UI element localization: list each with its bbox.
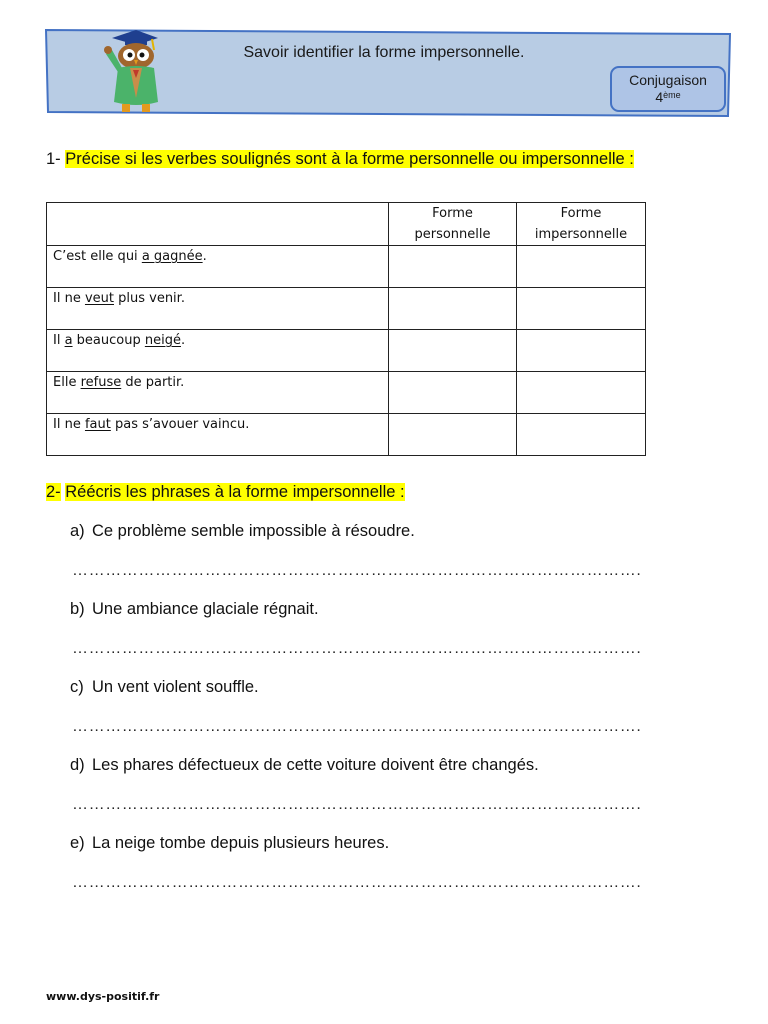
sentence-text: . <box>202 249 207 264</box>
table-header-row <box>47 203 646 246</box>
sentence-text: C’est elle qui <box>53 249 142 264</box>
answer-cell-personnelle[interactable] <box>389 414 517 456</box>
item-sentence: Ce problème semble impossible à résoudre. <box>92 522 415 540</box>
item-label: a) <box>70 522 85 540</box>
item-sentence: Un vent violent souffle. <box>92 678 259 696</box>
item-sentence: La neige tombe depuis plusieurs heures. <box>92 834 390 852</box>
table-row <box>47 372 646 414</box>
item-label: c) <box>70 678 84 696</box>
subject-badge <box>610 66 726 112</box>
underlined-verb: faut <box>84 417 111 432</box>
exercise1-number: 1- <box>46 150 61 168</box>
owl-mascot-icon <box>92 28 166 116</box>
table-row <box>47 330 646 372</box>
table-header-impersonnelle-line2: impersonnelle <box>534 227 628 242</box>
table-header-personnelle-line1: Forme <box>432 206 473 221</box>
table-header-personnelle-line2: personnelle <box>414 227 491 242</box>
item-label: b) <box>70 600 85 618</box>
exercise2-instruction: Réécris les phrases à la forme impersonnelle : <box>65 483 405 501</box>
exercise1-heading <box>46 150 634 169</box>
sentence-cell <box>47 288 389 330</box>
sentence-cell <box>47 246 389 288</box>
exercise1-table <box>46 202 646 456</box>
answer-cell-impersonnelle[interactable] <box>517 372 646 414</box>
answer-cell-impersonnelle[interactable] <box>517 288 646 330</box>
answer-cell-impersonnelle[interactable] <box>517 414 646 456</box>
sentence-text: Il ne <box>53 417 85 432</box>
sentence-cell <box>47 372 389 414</box>
sentence-text: Elle <box>53 375 81 390</box>
item-sentence: Une ambiance glaciale régnait. <box>92 600 319 618</box>
table-header-empty <box>47 203 389 246</box>
sentence-text: de partir. <box>121 375 185 390</box>
item-label: d) <box>70 756 85 774</box>
table-row <box>47 288 646 330</box>
table-header-impersonnelle-line1: Forme <box>560 206 602 221</box>
sentence-text: beaucoup <box>72 333 145 348</box>
exercise2-item <box>70 834 389 853</box>
exercise2-number: 2- <box>46 483 61 501</box>
badge-level-number: 4 <box>655 89 664 105</box>
answer-cell-personnelle[interactable] <box>389 246 517 288</box>
badge-level <box>612 89 724 106</box>
answer-cell-impersonnelle[interactable] <box>517 246 646 288</box>
answer-line[interactable]: …………………………………………………………………………………………. <box>72 718 642 735</box>
answer-line[interactable]: …………………………………………………………………………………………. <box>72 874 642 891</box>
table-row <box>47 246 646 288</box>
exercise2-item <box>70 756 539 775</box>
exercise2-item <box>70 522 415 541</box>
underlined-verb: a <box>64 333 73 348</box>
sentence-text: . <box>180 333 186 348</box>
exercise2-item <box>70 600 319 619</box>
sentence-cell <box>47 414 389 456</box>
table-row <box>47 414 646 456</box>
badge-level-sup: ème <box>663 90 681 100</box>
answer-cell-impersonnelle[interactable] <box>517 330 646 372</box>
sentence-text: Il <box>53 333 65 348</box>
sentence-text: Il ne <box>53 291 85 306</box>
page-title: Savoir identifier la forme impersonnelle. <box>243 44 525 61</box>
header-banner <box>44 28 732 120</box>
underlined-verb: refuse <box>80 375 122 390</box>
exercise1-instruction: Précise si les verbes soulignés sont à la forme personnelle ou impersonnelle : <box>65 150 634 168</box>
sentence-text: pas s’avouer vaincu. <box>110 417 250 432</box>
answer-cell-personnelle[interactable] <box>389 372 517 414</box>
sentence-text: plus venir. <box>113 291 185 306</box>
table-header-impersonnelle <box>517 203 646 246</box>
underlined-verb: veut <box>84 291 114 306</box>
badge-subject: Conjugaison <box>629 72 707 88</box>
exercise2-heading <box>46 483 405 502</box>
answer-line[interactable]: …………………………………………………………………………………………. <box>72 796 642 813</box>
footer-url: www.dys-positif.fr <box>46 990 160 1003</box>
sentence-cell <box>47 330 389 372</box>
underlined-verb: a gagnée <box>141 249 203 264</box>
table-header-personnelle <box>389 203 517 246</box>
answer-cell-personnelle[interactable] <box>389 330 517 372</box>
underlined-verb: neigé <box>144 333 181 348</box>
answer-line[interactable]: …………………………………………………………………………………………. <box>72 562 642 579</box>
answer-cell-personnelle[interactable] <box>389 288 517 330</box>
item-sentence: Les phares défectueux de cette voiture doivent être changés. <box>92 756 539 774</box>
answer-line[interactable]: …………………………………………………………………………………………. <box>72 640 642 657</box>
item-label: e) <box>70 834 85 852</box>
exercise2-item <box>70 678 259 697</box>
